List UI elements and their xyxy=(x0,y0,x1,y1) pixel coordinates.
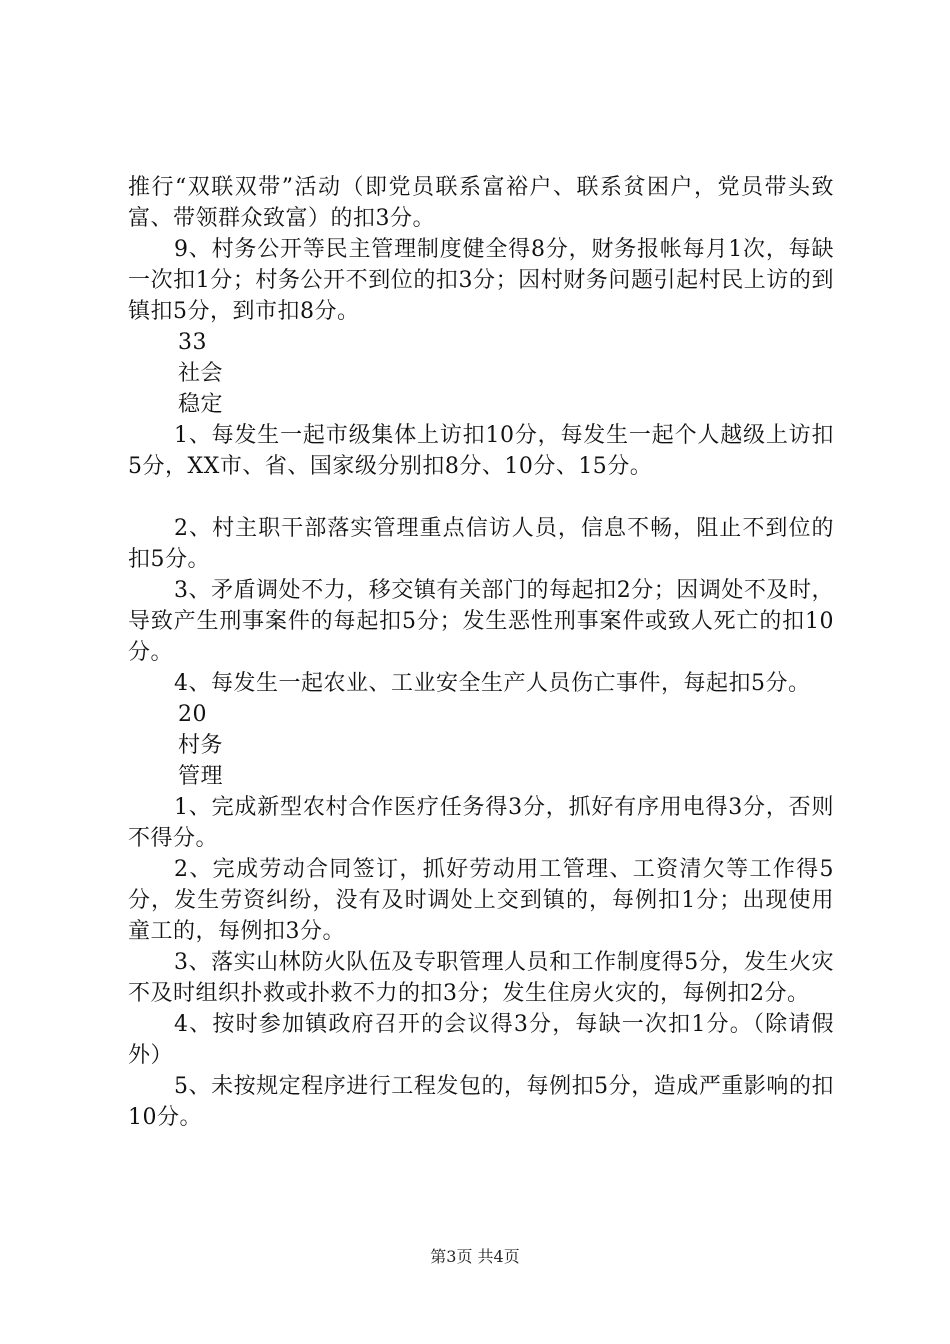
category-line-2: 稳定 xyxy=(178,392,224,417)
paragraph-shuanglian: 推行“双联双带”活动（即党员联系富裕户、联系贫困户，党员带头致富、带领群众致富）的扣3分。 xyxy=(128,175,834,231)
paragraph-stability-2: 2、村主职干部落实管理重点信访人员，信息不畅，阻止不到位的扣5分。 xyxy=(128,516,834,572)
paragraph-stability-3: 3、矛盾调处不力，移交镇有关部门的每起扣2分；因调处不及时，导致产生刑事案件的每起扣5分；发生恶性刑事案件或致人死亡的扣10分。 xyxy=(128,578,834,665)
category-line-3: 村务 xyxy=(178,733,224,758)
page-footer: 第3页 共4页 xyxy=(430,1247,520,1266)
paragraph-affairs-1: 1、完成新型农村合作医疗任务得3分，抓好有序用电得3分，否则不得分。 xyxy=(128,795,834,851)
category-line-4: 管理 xyxy=(178,764,224,789)
paragraph-affairs-3: 3、落实山林防火队伍及专职管理人员和工作制度得5分，发生火灾不及时组织扑救或扑救不力的扣3分；发生住房火灾的，每例扣2分。 xyxy=(128,950,834,1006)
paragraph-affairs-5: 5、未按规定程序进行工程发包的，每例扣5分，造成严重影响的扣10分。 xyxy=(128,1074,834,1130)
score-20: 20 xyxy=(178,702,207,727)
category-line-1: 社会 xyxy=(178,361,224,386)
paragraph-stability-1: 1、每发生一起市级集体上访扣10分，每发生一起个人越级上访扣5分，XX市、省、国家级分别扣8分、10分、15分。 xyxy=(128,423,834,479)
paragraph-stability-4: 4、每发生一起农业、工业安全生产人员伤亡事件，每起扣5分。 xyxy=(174,671,811,696)
document-body xyxy=(128,172,834,1133)
paragraph-affairs-2: 2、完成劳动合同签订，抓好劳动用工管理、工资清欠等工作得5分，发生劳资纠纷，没有及时调处上交到镇的，每例扣1分；出现使用童工的，每例扣3分。 xyxy=(128,857,834,944)
paragraph-item-9: 9、村务公开等民主管理制度健全得8分，财务报帐每月1次，每缺一次扣1分；村务公开不到位的扣3分；因村财务问题引起村民上访的到镇扣5分，到市扣8分。 xyxy=(128,237,834,324)
paragraph-affairs-4: 4、按时参加镇政府召开的会议得3分，每缺一次扣1分。（除请假外） xyxy=(128,1012,834,1068)
blank-line xyxy=(128,482,834,513)
score-33: 33 xyxy=(178,330,207,355)
